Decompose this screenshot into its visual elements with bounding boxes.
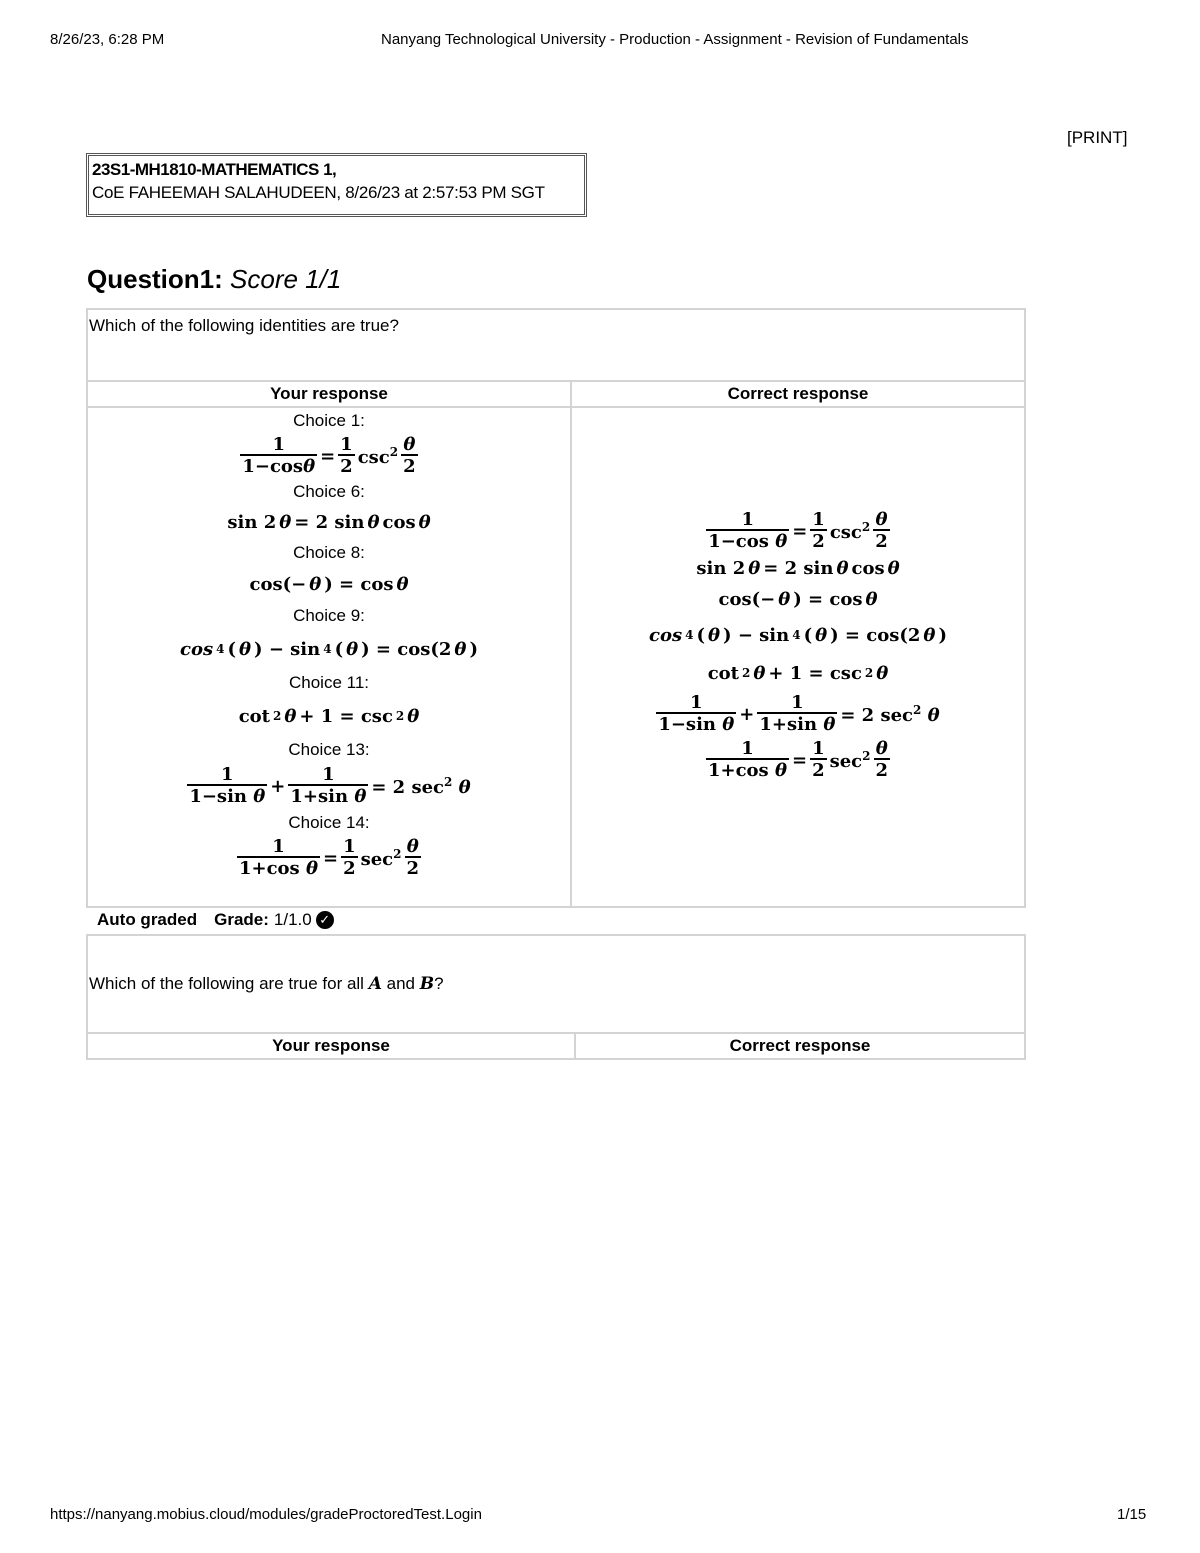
equation: cot 2 θ + 1 = csc 2 θ [238,705,420,727]
correct-response-cell [571,407,1025,907]
variable-b: B [419,974,435,994]
equation: cot 2 θ + 1 = csc 2 θ [707,662,889,684]
print-datetime: 8/26/23, 6:28 PM [50,31,165,48]
student-info: CoE FAHEEMAH SALAHUDEEN, 8/26/23 at 2:57:53 PM SGT [92,183,545,202]
equation: $\frac{1}{\text{1+cos θ}}$ = $\frac{1}{2}$ $\sec^2$ $\frac{\theta}{2}$ [707,738,889,781]
grade-line [97,910,334,930]
equation: sin 2 θ = 2 sin θ cos θ [227,511,431,533]
course-name: 23S1-MH1810-MATHEMATICS 1, [92,160,337,179]
equation: cos(− θ ) = cos θ [249,573,409,595]
question-score: Score 1/1 [230,264,342,294]
question1-prompt: Which of the following identities are true? [87,309,1025,381]
grade-label: Grade: [214,910,269,929]
choice-label: Choice 14: [288,813,370,832]
grade-mode: Auto graded [97,910,198,929]
check-circle-icon: ✓ [316,911,334,929]
print-page-title: Nanyang Technological University - Production - Assignment - Revision of Fundamentals [381,31,969,48]
question2-prompt: Which of the following are true for all A and B? [87,935,1025,1033]
equation: $\frac{1}{\text{1+cos θ}}$ = $\frac{1}{2}$ $\sec^2$ $\frac{\theta}{2}$ [238,836,420,879]
correct-response-header: Correct response [575,1033,1025,1059]
question-label: Question1: [87,264,223,294]
course-info-box [86,153,587,217]
equation: $\frac{1}{\text{1−cos θ}}$ = $\frac{1}{2}$ $\csc^2$ $\frac{\theta}{2}$ [708,509,888,552]
question2-table [86,934,1026,1060]
grade-value: 1/1.0 [273,910,312,929]
question-title [87,264,341,295]
print-page-number: 1/15 [1117,1506,1147,1523]
print-url: https://nanyang.mobius.cloud/modules/gradeProctoredTest.Login [50,1506,482,1523]
choice-label: Choice 9: [293,606,365,625]
question1-table [86,308,1026,908]
equation: $\frac{1}{\text{1−sin θ}}$ + $\frac{1}{\text{1+sin θ}}$ = 2 $\sec^2 \theta$ [658,692,940,735]
correct-response-header: Correct response [571,381,1025,407]
print-link[interactable]: [PRINT] [1067,128,1128,147]
choice-label: Choice 6: [293,482,365,501]
your-response-header: Your response [87,1033,575,1059]
equation: sin 2 θ = 2 sin θ cos θ [696,557,900,579]
equation: $\frac{1}{1-\cos\theta}$ = $\frac{1}{2}$ $\csc^2$ $\frac{\theta}{2}$ [242,434,416,477]
your-response-cell [87,407,571,907]
choice-label: Choice 1: [293,411,365,430]
equation: cos(− θ ) = cos θ [718,588,878,610]
equation: $\frac{1}{\text{1−sin θ}}$ + $\frac{1}{\text{1+sin θ}}$ = 2 $\sec^2 \theta$ [189,764,471,807]
choice-label: Choice 11: [288,673,369,692]
variable-a: A [368,974,382,994]
equation: cos 4 ( θ ) − sin 4 ( θ ) = cos(2 θ ) [180,638,478,660]
your-response-header: Your response [87,381,571,407]
choice-label: Choice 13: [288,740,370,759]
choice-label: Choice 8: [293,543,365,562]
equation: cos 4 ( θ ) − sin 4 ( θ ) = cos(2 θ ) [649,624,947,646]
